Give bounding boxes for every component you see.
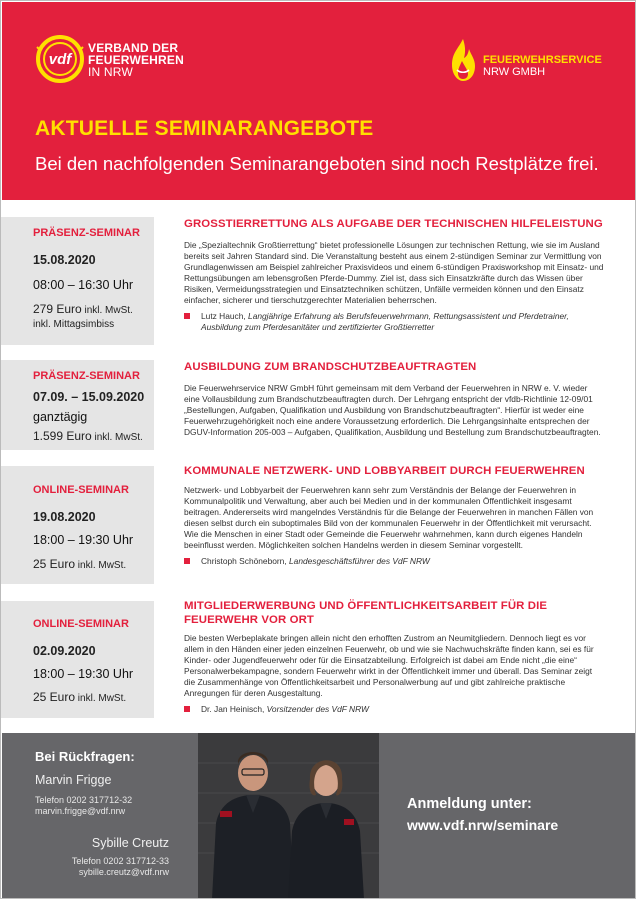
article-speaker (184, 556, 604, 567)
seminar-type: PRÄSENZ-SEMINAR (33, 370, 140, 382)
bullet-square-icon (184, 558, 190, 564)
page-subtitle: Bei den nachfolgenden Seminarangeboten sind noch Restplätze frei. (35, 153, 599, 174)
vdf-emblem-icon (35, 33, 85, 85)
price-amount: 25 Euro (33, 690, 76, 704)
price-note: inkl. MwSt. (75, 693, 127, 704)
article-body: Netzwerk- und Lobbyarbeit der Feuerwehren kann sehr zum Verständnis der Belange der Feuerwehren in Kommunalpolitik und Verwaltung, aber auch bei Medien und in der kommunalen Öffentlichkeit insgesamt beitragen. Andererseits wird mangelndes Verständnis für die Belange der Feuerwehren in manchen Fällen von diesen selbst durch ein suboptimales Bild von der kommunalen Feuerwehr in der Öffentlichkeit mit verursacht. Wie die Menschen in einer Stadt oder Gemeinde die Feuerwehr wahrnehmen, kann durch eigenes Handeln beeinflusst werden. Möglichkeiten solchen Handelns werden in diesem Seminar vorgestellt. (184, 485, 594, 550)
article-title: AUSBILDUNG ZUM BRANDSCHUTZBEAUFTRAGTEN (184, 361, 477, 373)
seminar-type: PRÄSENZ-SEMINAR (33, 227, 140, 239)
price-amount: 25 Euro (33, 557, 76, 571)
page-title: AKTUELLE SEMINARANGEBOTE (35, 117, 374, 140)
speaker-name: Dr. Jan Heinisch, (201, 704, 265, 715)
seminar-box-4 (1, 601, 154, 718)
seminar-price (33, 557, 154, 571)
article-body: Die Feuerwehrservice NRW GmbH führt gemeinsam mit dem Verband der Feuerwehren in NRW e. V. wieder eine Vollausbildung zum Brandschutzbeauftragten durch. Der Lehrgang entspricht der vfdb-Richtlinie 12-09/01 „Bestellungen, Aufgaben, Qualifikation und Ausbildung von Brandschutzbeauftragten“. Hierfür ist weder eine Feuerwehrzugehörigkeit noch eine andere Voraussetzung erforderlich. Die Lehrgangsinhalte entsprechen der DGUV-Information 205-003 – Aufgaben, Qualifikation, Ausbildung und Bestellung zum Brandschutzbeauftragten. (184, 383, 601, 437)
vdf-name-line-2: FEUERWEHREN (88, 53, 184, 67)
contact1-email[interactable]: marvin.frigge@vdf.nrw (35, 806, 126, 816)
registration-label: Anmeldung unter: (407, 796, 532, 812)
article-mitgliederwerbung (184, 599, 604, 715)
speaker-role: Langjährige Erfahrung als Berufsfeuerwehrmann, Rettungsassistent und Pferdetrainer, Ausbildung zum Pferdesanitäter und zertifizierter Großtierretter (201, 311, 569, 333)
vdf-name (88, 42, 198, 78)
seminar-extra: inkl. Mittagsimbiss (33, 319, 115, 330)
seminar-type: ONLINE-SEMINAR (33, 618, 129, 630)
article-speaker (184, 311, 604, 333)
contact1-name: Marvin Frigge (35, 773, 112, 787)
contact2-phone: Telefon 0202 317712-33 (71, 856, 169, 866)
seminar-date: 15.08.2020 (33, 253, 96, 267)
seminar-date: 07.09. – 15.09.2020 (33, 390, 145, 404)
speaker-role: Landesgeschäftsführer des VdF NRW (286, 556, 430, 567)
contacts-photo (198, 733, 379, 899)
article-brandschutzbeauftragter (184, 360, 604, 438)
article-speaker (184, 704, 604, 715)
article-netzwerkarbeit (184, 464, 604, 567)
seminar-box-3 (1, 466, 154, 584)
price-amount: 279 Euro (33, 302, 82, 316)
seminar-date: 19.08.2020 (33, 510, 96, 524)
contact1-phone: Telefon 0202 317712-32 (35, 795, 133, 805)
seminar-date: 02.09.2020 (33, 644, 96, 658)
flame-icon (448, 37, 478, 83)
header-banner (2, 2, 636, 200)
speaker-role: Vorsitzender des VdF NRW (264, 704, 369, 715)
bullet-square-icon (184, 313, 190, 319)
fws-name-line-1: FEUERWEHRSERVICE (483, 54, 602, 66)
seminar-time: ganztägig (33, 410, 88, 424)
seminar-time: 18:00 – 19:30 Uhr (33, 667, 134, 681)
article-title: KOMMUNALE NETZWERK- UND LOBBYARBEIT DURCH FEUERWEHREN (184, 465, 585, 477)
speaker-name: Christoph Schöneborn, (201, 556, 287, 567)
price-note: inkl. MwSt. (91, 432, 143, 443)
seminar-price (33, 690, 154, 704)
article-body: Die besten Werbeplakate bringen allein nicht den erhofften Zustrom an Neumitgliedern. Dennoch liegt es vor allem in den Händen einer jeden einzelnen Feuerwehr, ob und wie sie Nachwuchskräfte finden kann, sei es für Kinder- oder Jugendfeuerwehr oder für die Einsatzabteilung. Erfolgreich ist dabei am Ende nicht „die eine“ Personalwerbekampagne, sondern Feuerwehr wirkt in der Öffentlichkeit immer und überall. Das Seminar zeigt die Zusammenhänge von Öffentlichkeitsarbeit und Personalwerbung auf und gibt zahlreiche praktische Anregungen für deren Ausgestaltung. (184, 633, 594, 698)
vdf-logo-text: vdf (48, 51, 72, 68)
contact2-name: Sybille Creutz (91, 836, 169, 850)
seminar-box-2 (1, 360, 154, 450)
seminar-time: 18:00 – 19:30 Uhr (33, 533, 134, 547)
seminar-price (33, 302, 154, 316)
fws-name (483, 54, 602, 78)
bullet-square-icon (184, 706, 190, 712)
article-body: Die „Spezialtechnik Großtierrettung“ bietet professionelle Lösungen zur technischen Rettung, wie sie im Ausland bereits seit Jahren Standard sind. Die Veranstaltung besteht aus einem 2-stündigen Seminar zur Vermittlung von Grundlagenwissen am Beispiel zahlreicher Praxisvideos und einem 6-stündigen Praxisworkshop mit Einsatz- und Rettungsübungen am lebensgroßen Pferde-Dummy. Ziel ist, dass sich Einsatzkräfte durch das Wissen über Risiken, Vermeidungsstrategien und Einsatztechniken schützen, Unfälle vermeiden können und den Einsatz einfacher, sicherer und tierschutzgerechter Materialien beherrschen. (184, 240, 604, 305)
contact2-email[interactable]: sybille.creutz@vdf.nrw (78, 867, 169, 877)
registration-link[interactable]: www.vdf.nrw/seminare (407, 817, 559, 833)
article-grosstierrettung (184, 217, 604, 333)
seminar-price (33, 429, 154, 443)
article-title: GROSSTIERRETTUNG ALS AUFGABE DER TECHNISCHEN HILFELEISTUNG (184, 218, 603, 230)
seminar-time: 08:00 – 16:30 Uhr (33, 278, 134, 292)
seminar-box-1 (1, 217, 154, 345)
vdf-name-line-3: IN NRW (88, 65, 133, 79)
contact-footer (2, 733, 636, 899)
article-title: MITGLIEDERWERBUNG UND ÖFFENTLICHKEITSARBEIT FÜR DIE FEUERWEHR VOR ORT (184, 600, 548, 626)
price-note: inkl. MwSt. (75, 560, 127, 571)
fws-name-line-2: NRW GMBH (483, 66, 546, 78)
contact-heading: Bei Rückfragen: (35, 749, 135, 764)
seminar-type: ONLINE-SEMINAR (33, 484, 129, 496)
price-note: inkl. MwSt. (81, 305, 133, 316)
contacts-photo-illustration (198, 733, 379, 899)
vdf-name-line-1: VERBAND DER (88, 41, 179, 55)
speaker-name: Lutz Hauch, (201, 311, 246, 322)
price-amount: 1.599 Euro (33, 429, 92, 443)
